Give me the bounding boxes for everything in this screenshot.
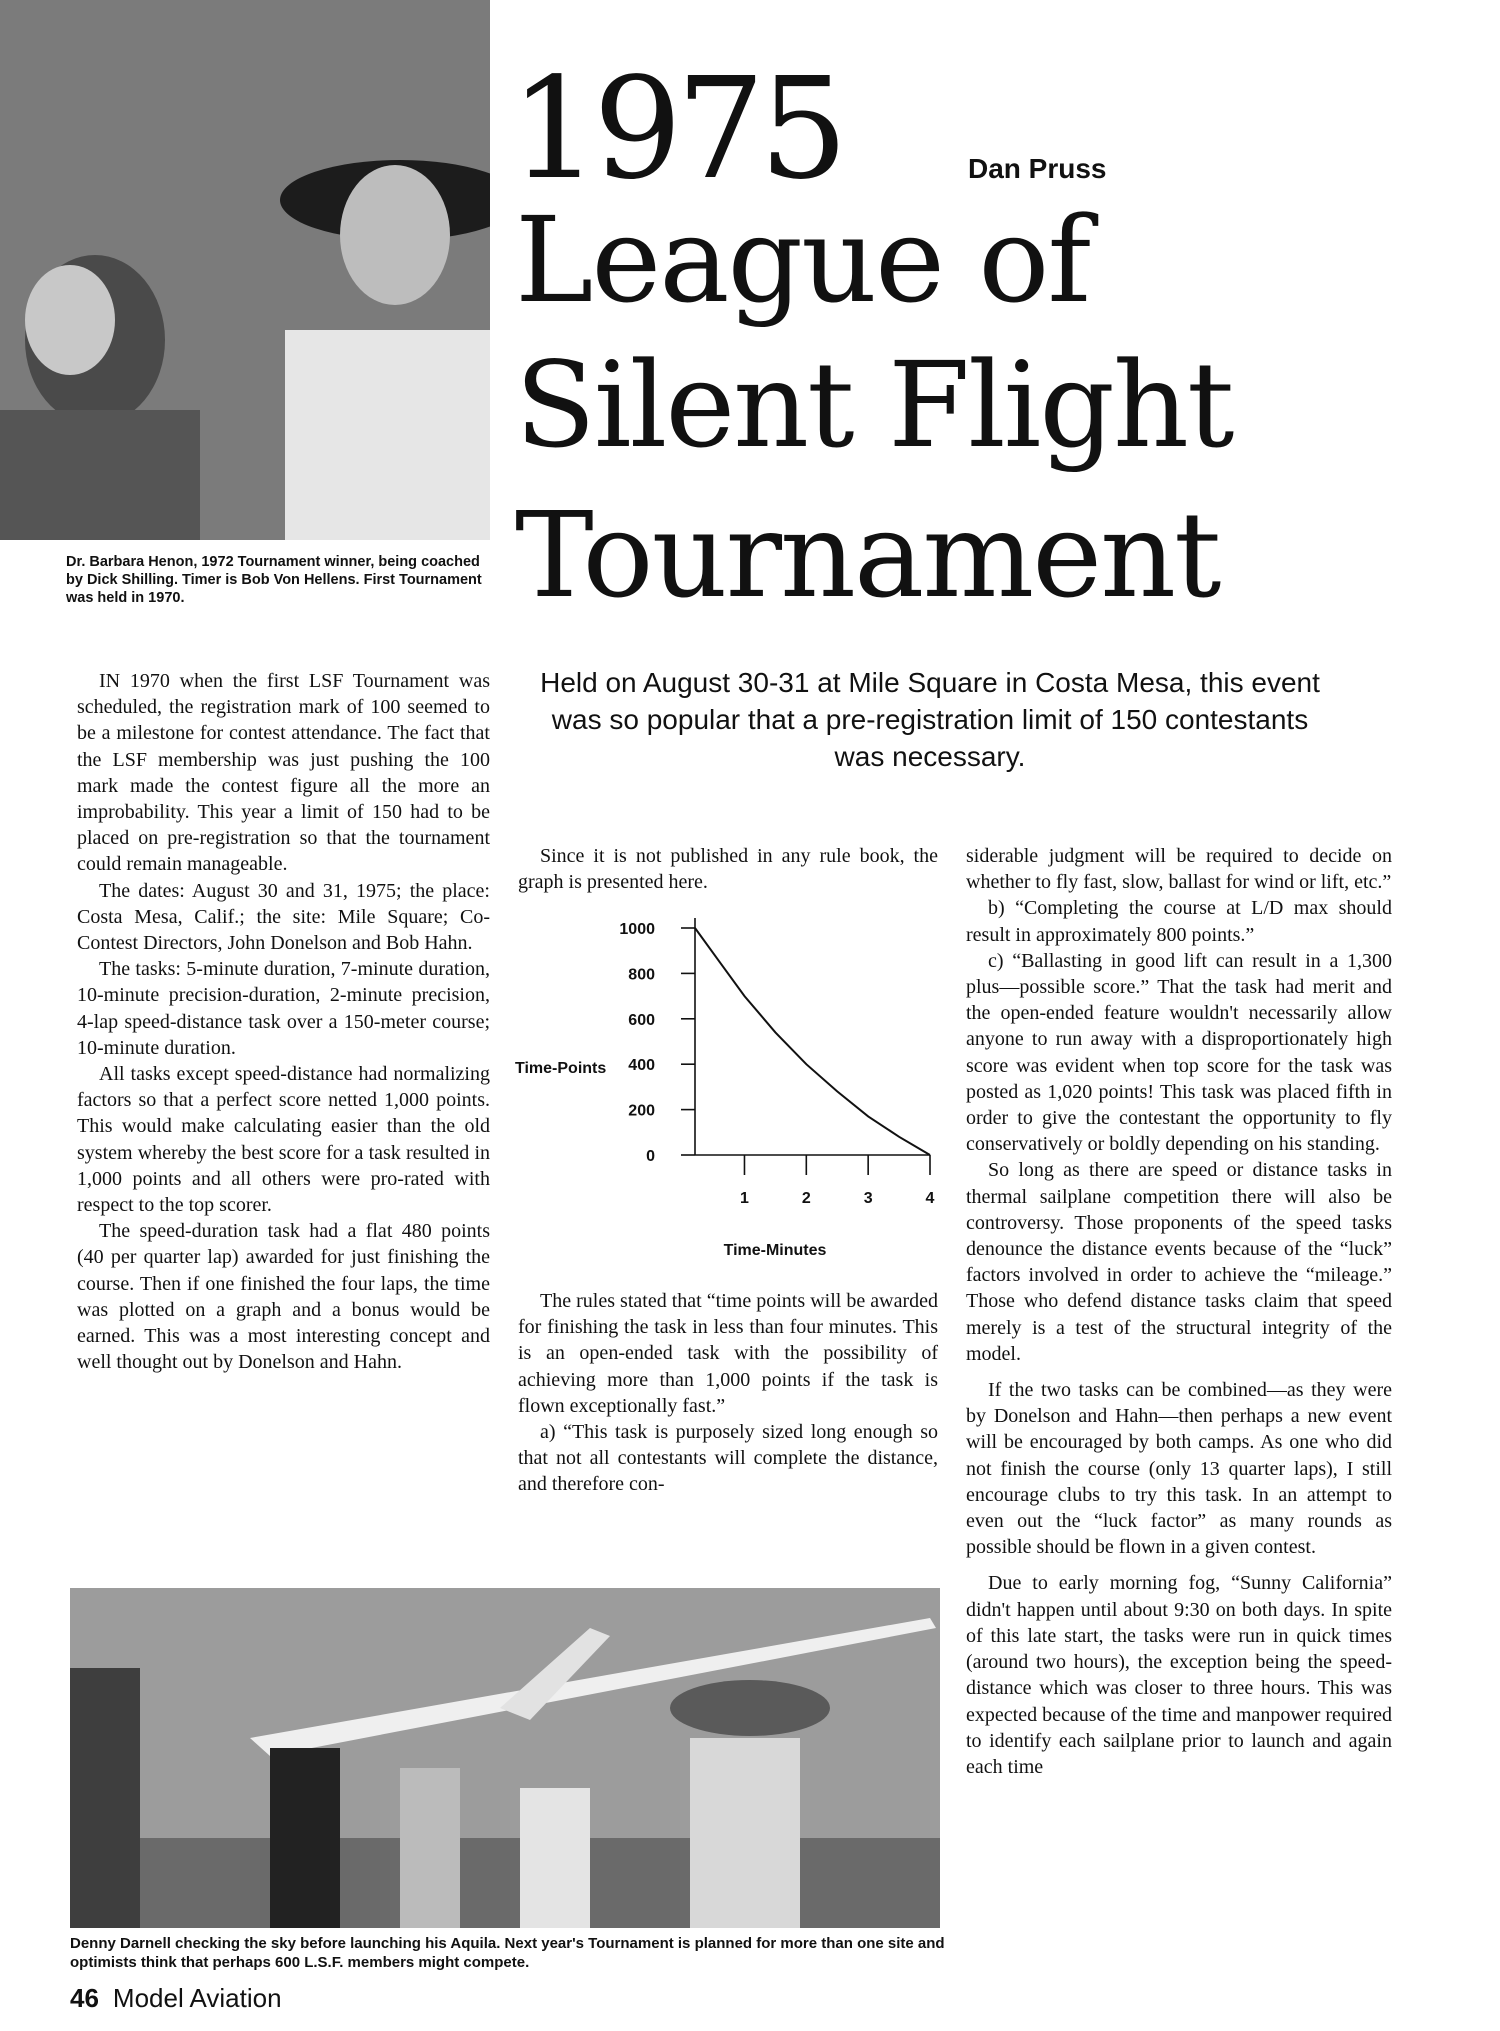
paragraph: The rules stated that “time points will be awarded for finishing the task in less than four minutes. This is an open-ended task with the possibility of achieving more than 1,000 points if the task is flown exceptionally fast.” [518, 1290, 938, 1417]
paragraph: The dates: August 30 and 31, 1975; the place: Costa Mesa, Calif.; the site: Mile Square; Co-Contest Directors, John Donelson and Bob Hahn. [77, 879, 490, 955]
paragraph: c) “Ballasting in good lift can result in a 1,300 plus—possible score.” That the task had merit and the open-ended feature wouldn't necessarily allow anyone to run away with a disproportionately high score was evident when top score for the task was posted as 1,020 points! This task was placed fifth in order to give the contestant the opportunity to fly conservatively or boldly depending on his standing. [966, 949, 1392, 1156]
bottom-photo-caption: Denny Darnell checking the sky before launching his Aquila. Next year's Tournament is planned for more than one site and optimists think that perhaps 600 L.S.F. members might compete. [70, 1935, 945, 1971]
title-line-2: Silent Flight [515, 336, 1233, 474]
paragraph: So long as there are speed or distance tasks in thermal sailplane competition there will also be controversy. Those proponents of the speed tasks denounce the distance events because of the “luck” factors involved in order to achieve the “mileage.” Those who defend distance tasks claim that speed merely is a test of the structural integrity of the model. [966, 1159, 1392, 1365]
top-photo-caption: Dr. Barbara Henon, 1972 Tournament winner, being coached by Dick Shilling. Timer is Bob Von Hellens. First Tournament was held in 1970. [66, 554, 482, 606]
graph-x-axis-label: Time-Minutes [723, 1242, 827, 1259]
x-tick-label: 2 [801, 1190, 811, 1207]
title-line-3: Tournament [515, 486, 1220, 624]
y-tick-label: 800 [628, 966, 655, 984]
x-tick-label: 4 [925, 1190, 935, 1207]
y-tick-label: 1000 [619, 921, 655, 938]
top-photo [0, 0, 490, 540]
body-column-2-bottom [518, 1288, 938, 1498]
time-points-curve [695, 928, 930, 1155]
paragraph: If the two tasks can be combined—as they were by Donelson and Hahn—then perhaps a new event will be encouraged by both camps. As one who did not finish the course (only 13 quarter laps), I still encourage clubs to try this task. In an attempt to even out the “luck factor” as many rounds as possible should be flown in a given contest. [966, 1379, 1392, 1559]
paragraph: Since it is not published in any rule book, the graph is presented here. [518, 845, 938, 894]
graph-y-axis-label: Time-Points [515, 1060, 607, 1077]
y-tick-label: 200 [628, 1102, 655, 1120]
paragraph: The tasks: 5-minute duration, 7-minute duration, 10-minute precision-duration, 2-minute precision, 4-lap speed-distance task over a 150-meter course; 10-minute duration. [77, 958, 490, 1059]
body-column-3 [966, 843, 1392, 1780]
page-number: 46 [70, 1983, 99, 2013]
paragraph: siderable judgment will be required to decide on whether to fly fast, slow, ballast for wind or lift, etc.” [966, 845, 1392, 894]
title-year: 1975 [510, 48, 843, 211]
paragraph: b) “Completing the course at L/D max should result in approximately 800 points.” [966, 897, 1392, 946]
author-byline: Dan Pruss [968, 153, 1107, 184]
time-points-graph [515, 910, 945, 1265]
y-tick-label: 600 [628, 1011, 655, 1029]
graph-axes [695, 918, 930, 1155]
x-tick-label: 3 [863, 1190, 873, 1207]
y-tick-label: 0 [646, 1148, 655, 1165]
body-column-2-top [518, 843, 938, 895]
paragraph: a) “This task is purposely sized long enough so that not all contestants will complete the distance, and therefore con- [518, 1421, 938, 1496]
title-line-1: League of [515, 191, 1090, 329]
paragraph: All tasks except speed-distance had normalizing factors so that a perfect score netted 1,000 points. This would make calculating easier than the old system whereby the best score for a task resulted in 1,000 points and all others were pro-rated with respect to the top scorer. [77, 1063, 490, 1217]
y-tick-label: 400 [628, 1057, 655, 1075]
subtitle-deck: Held on August 30-31 at Mile Square in Costa Mesa, this event was so popular that a pre-registration limit of 150 contestants was necessary. [540, 667, 1320, 772]
paragraph: IN 1970 when the first LSF Tournament was scheduled, the registration mark of 100 seemed to be a milestone for contest attendance. The fact that the LSF membership was just pushing the 100 mark made the contest figure all the more an improbability. This year a limit of 150 had to be placed on pre-registration so that the tournament could remain manageable. [77, 670, 490, 876]
graph-ticks [619, 921, 934, 1207]
x-tick-label: 1 [740, 1190, 749, 1207]
page-folio [70, 1983, 282, 2014]
magazine-name: Model Aviation [112, 1983, 282, 2013]
paragraph: Due to early morning fog, “Sunny California” didn't happen until about 9:30 on both days. In spite of this late start, the tasks were run in quick times (around two hours), the exception being the speed-distance which was closer to three hours. This was expected because of the time and manpower required to identify each sailplane prior to launch and again each time [966, 1572, 1392, 1778]
bottom-photo [70, 1588, 940, 1928]
body-column-1 [77, 668, 490, 1375]
paragraph: The speed-duration task had a flat 480 points (40 per quarter lap) awarded for just finishing the course. Then if one finished the four laps, the time was plotted on a graph and a bonus would be earned. This was a most interesting concept and well thought out by Donelson and Hahn. [77, 1220, 490, 1374]
